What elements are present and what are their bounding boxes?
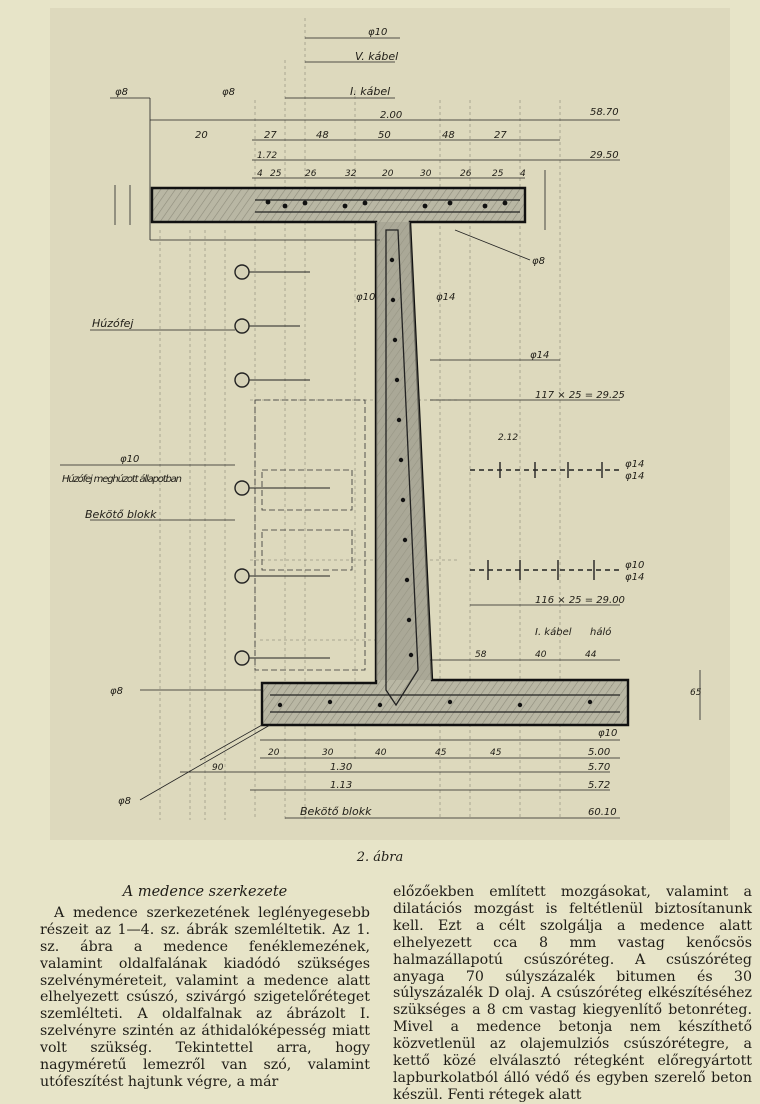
dimension-label: 5.70 xyxy=(588,762,611,773)
spacing-label: 116 × 25 = 29.00 xyxy=(535,595,625,606)
rebar-label: φ8 xyxy=(118,796,131,807)
dimension-label: 45 xyxy=(435,748,447,758)
dimension-label: 20 xyxy=(195,130,208,141)
dimension-label: 50 xyxy=(378,130,391,141)
rebar-label: φ14 xyxy=(625,572,645,583)
rebar-label: φ10 xyxy=(598,728,618,739)
dimension-label: 27 xyxy=(264,130,277,141)
dimension-label: 27 xyxy=(494,130,507,141)
dimension-label: 30 xyxy=(322,748,334,758)
paragraph-left: A medence szerkezetének leglényegesebb részeit az 1—4. sz. ábrák szemléltetik. Az 1. sz. ábra a medence fenéklemezének, valamint oldalfalának kiadódó szükséges szelvényméreteit, valamint a medence alatt elhelyezett csúszó, szivárgó szigetelőréteget szemlélteti. A oldalfalnak az ábrázolt I. szelvényre szintén az áthidalóképesség miatt volt szükség. Tekintettel arra, hogy nagyméretű lemezről van szó, valamint utófeszítést hajtunk végre, a már xyxy=(40,904,370,1090)
dimension-label: 90 xyxy=(212,763,224,773)
paragraph-right: előzőekben említett mozgásokat, valamint a dilatációs mozgást is feltétlenül biztosítanunk kell. Ezt a célt szolgálja a medence alatt elhelyezett cca 8 mm vastag kenőcsös halmazállapotú csúszóréteg. A csúszóréteg anyaga 70 súlyszázalék bitumen és 30 súlyszázalék D olaj. A csúszóréteg elkészítéséhez szükséges a 8 cm vastag kiegyenlítő betonréteg. Mivel a medence betonja nem készíthető közvetlenül az olajemulziós csúszórétegre, a kettő közé elválasztó rétegként előregyártott lapburkolatból álló védő és egyben szerelő beton készül. Fenti rétegek alatt xyxy=(393,884,752,1103)
rebar-label: φ8 xyxy=(532,256,545,267)
dimension-label: 58 xyxy=(475,650,487,660)
section-heading: A medence szerkezete xyxy=(122,884,288,900)
rebar-label: φ8 xyxy=(115,87,128,98)
rebar-label: φ14 xyxy=(530,350,550,361)
dimension-label: 5.00 xyxy=(588,747,611,758)
dimension-label: 48 xyxy=(316,130,329,141)
rebar-label: φ14 xyxy=(436,292,456,303)
rebar-label: φ10 xyxy=(356,292,376,303)
dimension-label: 58.70 xyxy=(590,107,619,118)
rebar-label: φ14 xyxy=(625,471,645,482)
dimension-label: 40 xyxy=(535,650,547,660)
dimension-label: 44 xyxy=(585,650,597,660)
side-label-pulling-head-tensioned: Húzófej meghúzott állapotban xyxy=(62,474,182,485)
dimension-label: 1.72 xyxy=(257,151,278,161)
dimension-label: 25 xyxy=(270,169,282,179)
rebar-label: φ10 xyxy=(120,454,140,465)
spacing-label: 117 × 25 = 29.25 xyxy=(535,390,625,401)
side-label-connection-block: Bekötő blokk xyxy=(85,508,157,521)
dimension-label: 48 xyxy=(442,130,455,141)
cable-label-mesh: háló xyxy=(590,627,612,638)
dimension-label: 29.50 xyxy=(590,150,619,161)
article-left-column xyxy=(40,884,370,1091)
dimension-label: 32 xyxy=(345,169,357,179)
dimension-label: 2.00 xyxy=(380,110,403,121)
figure-caption: 2. ábra xyxy=(356,850,404,865)
dimension-label: 20 xyxy=(268,748,280,758)
dimension-label: 40 xyxy=(375,748,387,758)
rebar-label: φ14 xyxy=(625,459,645,470)
dimension-label: 45 xyxy=(490,748,502,758)
cable-label-i-bottom: I. kábel xyxy=(535,627,572,638)
rebar-label: φ8 xyxy=(222,87,235,98)
dimension-label: 1.13 xyxy=(330,780,353,791)
dimension-label: 1.30 xyxy=(330,762,353,773)
cable-label-v: V. kábel xyxy=(355,50,399,63)
rebar-label: φ10 xyxy=(625,560,645,571)
side-label-connection-block-bottom: Bekötő blokk xyxy=(300,805,372,818)
article-right-column xyxy=(393,884,752,1104)
dimension-label: 5.72 xyxy=(588,780,611,791)
dimension-label: 4 xyxy=(520,169,526,179)
dimension-label: 26 xyxy=(305,169,317,179)
rebar-label: φ10 xyxy=(368,27,388,38)
dimension-label: 20 xyxy=(382,169,394,179)
cable-label-i-top: I. kábel xyxy=(350,85,391,98)
dimension-label: 65 xyxy=(690,688,702,698)
dimension-label: 4 xyxy=(257,169,263,179)
dimension-label: 60.10 xyxy=(588,807,617,818)
side-label-pulling-head: Húzófej xyxy=(92,317,134,330)
dimension-label: 2.12 xyxy=(498,433,519,443)
dimension-label: 30 xyxy=(420,169,432,179)
dimension-label: 25 xyxy=(492,169,504,179)
rebar-label: φ8 xyxy=(110,686,123,697)
dimension-label: 26 xyxy=(460,169,472,179)
